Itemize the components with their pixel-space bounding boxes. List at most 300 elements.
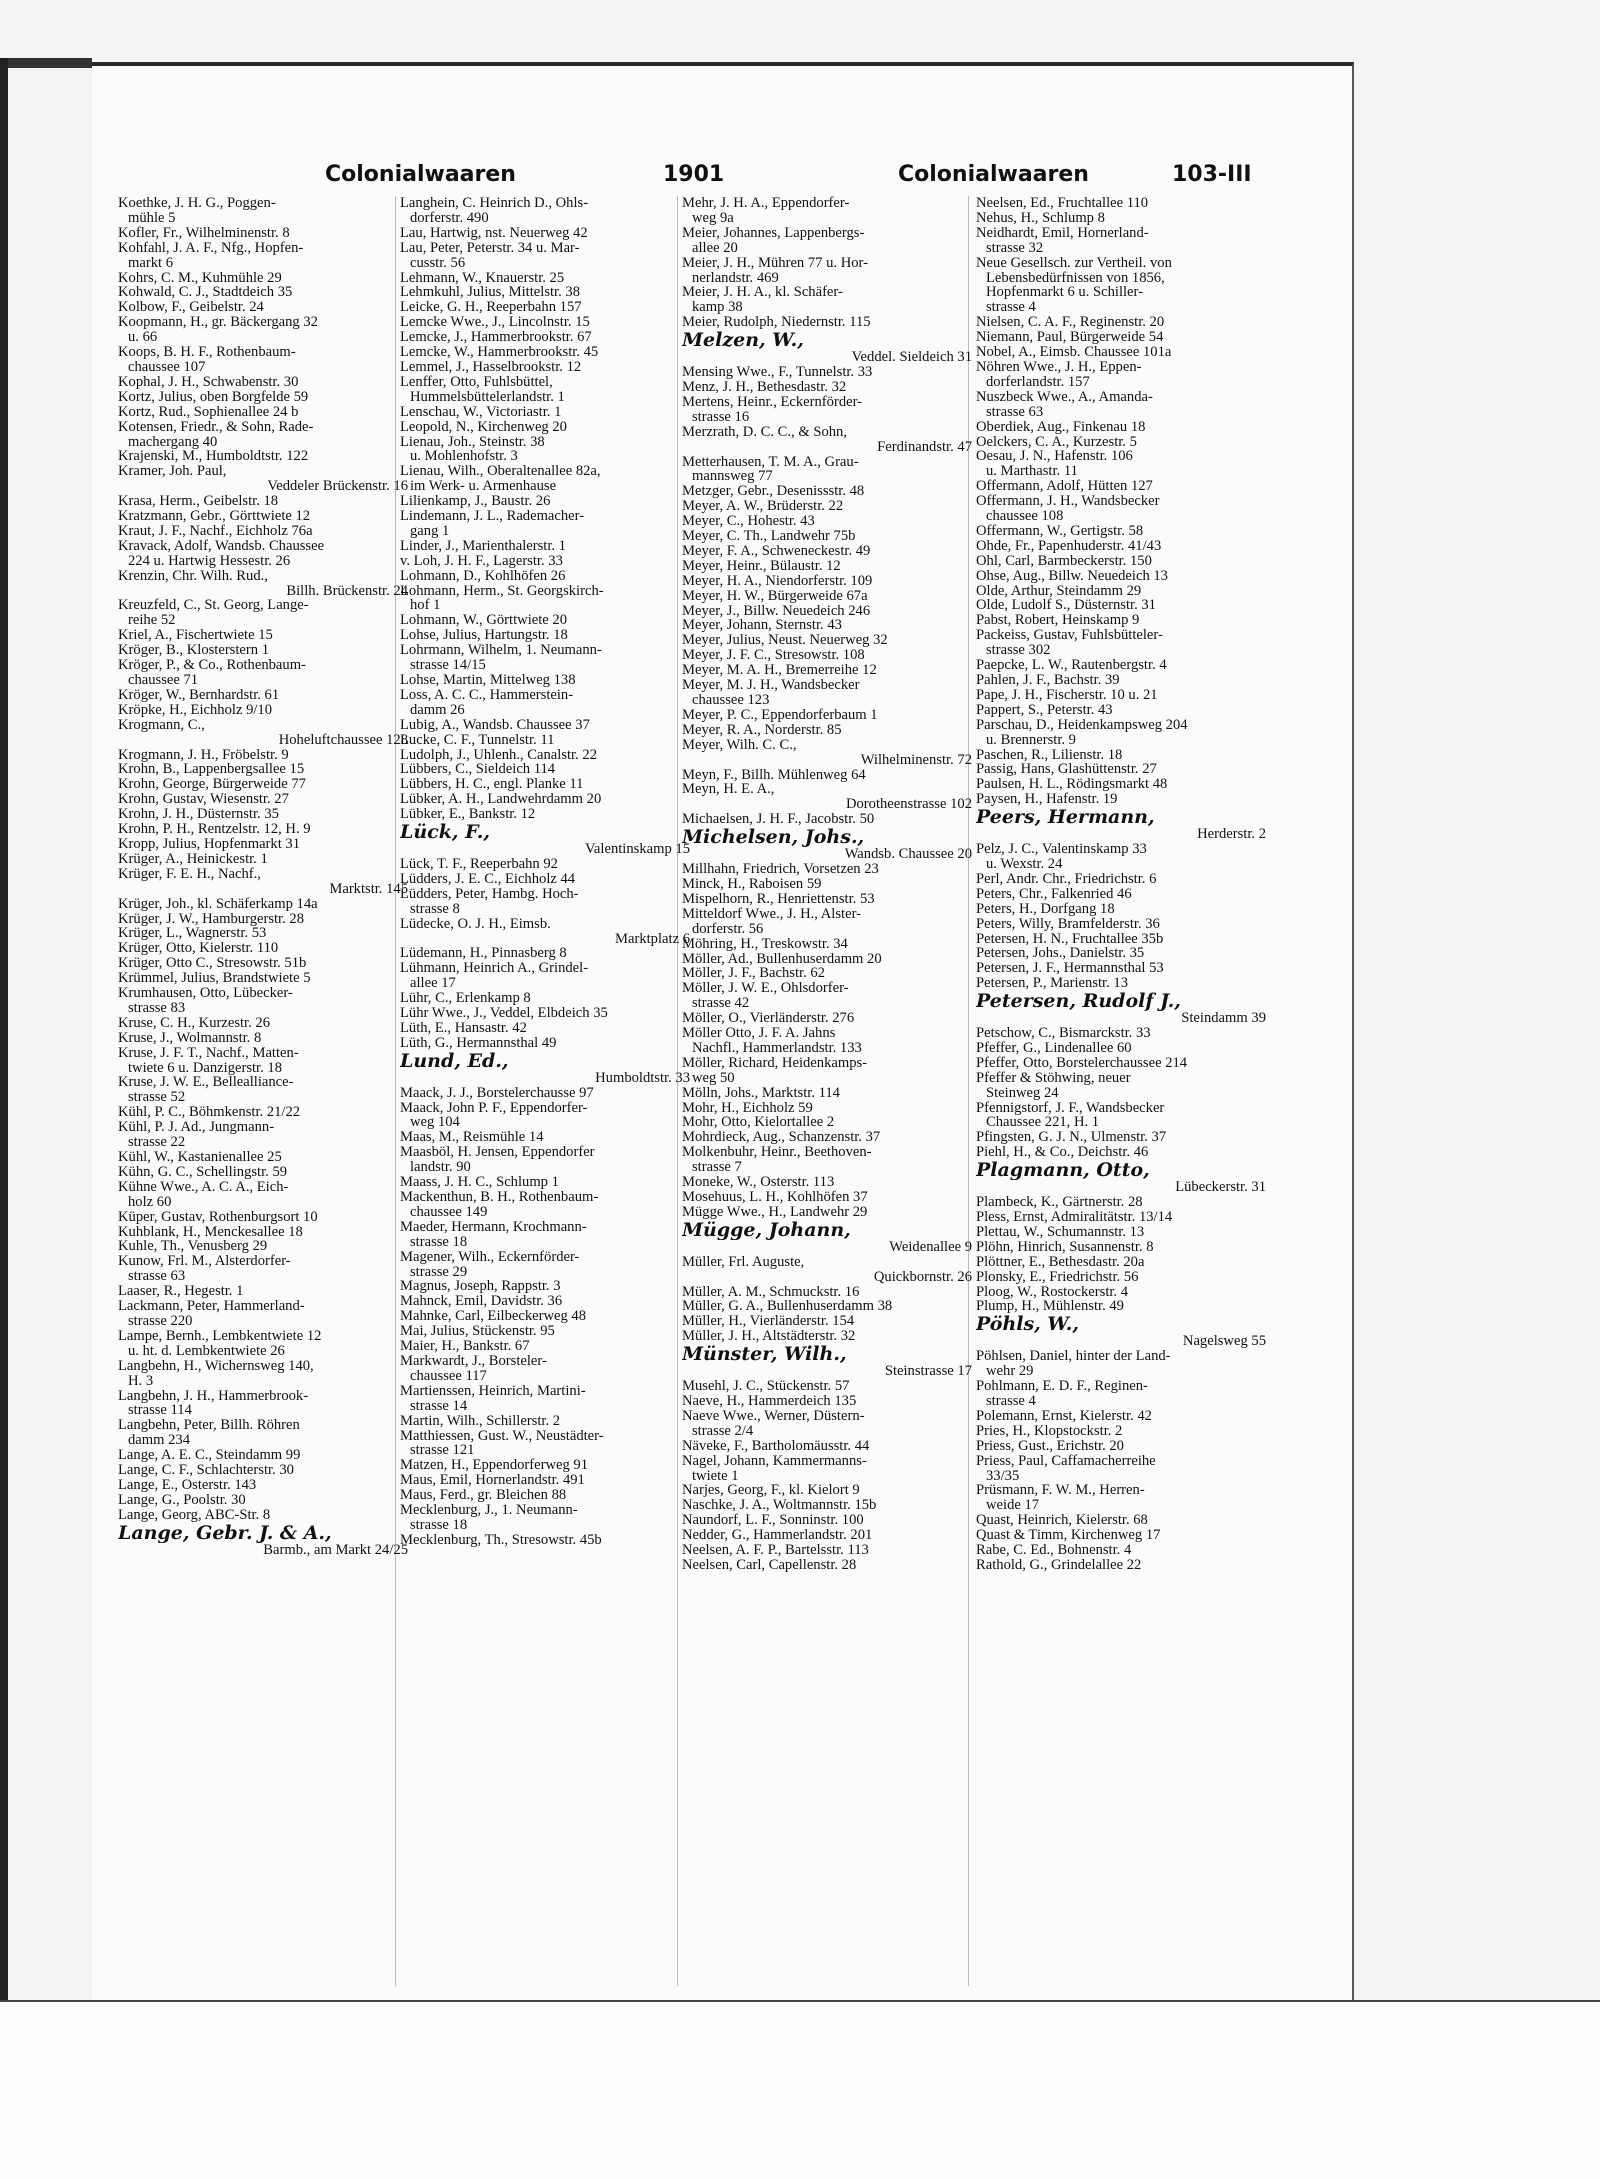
directory-entry (976, 211, 1266, 226)
entry-name-line: Mölln, Johs., Marktstr. 114 (682, 1085, 840, 1101)
entry-name-line: Nagel, Johann, Kammermanns- (682, 1453, 867, 1469)
entry-name-line: Musehl, J. C., Stückenstr. 57 (682, 1379, 850, 1394)
directory-entry (118, 1254, 408, 1284)
directory-entry (118, 1165, 408, 1180)
entry-address-line: dorferstr. 490 (410, 210, 489, 226)
directory-entry (118, 986, 408, 1016)
entry-name-line: Paulsen, H. L., Rödingsmarkt 48 (976, 777, 1168, 793)
directory-entry (400, 226, 690, 241)
directory-entry (400, 241, 690, 271)
entry-address-line: mannsweg 77 (692, 469, 773, 485)
entry-name-line: Lüth, G., Hermannsthal 49 (400, 1035, 557, 1051)
directory-entry (976, 1528, 1266, 1543)
entry-name-line: Magener, Wilh., Eckernförder- (400, 1249, 580, 1265)
directory-entry (976, 1130, 1266, 1145)
directory-entry (118, 658, 408, 688)
entry-name-line: Petersen, J. F., Hermannsthal 53 (976, 961, 1164, 977)
entry-name-line: Lohse, Martin, Mittelweg 138 (400, 673, 576, 688)
entry-name-line: Krogmann, C., (118, 717, 205, 733)
directory-entry (682, 1528, 972, 1543)
entry-name-line: Oelckers, C. A., Kurzestr. 5 (976, 434, 1137, 450)
scan-bottom-margin (0, 2000, 1600, 2179)
entry-name-line: Meier, Rudolph, Niedernstr. 115 (682, 315, 871, 331)
entry-address-line: Marktplatz 6 (615, 931, 690, 947)
directory-entry (118, 777, 408, 792)
directory-entry (400, 748, 690, 763)
entry-address-line: twiete 1 (692, 1468, 739, 1484)
directory-entry (682, 952, 972, 967)
entry-name-line: Mügge Wwe., H., Landwehr 29 (682, 1204, 868, 1220)
directory-entry (118, 867, 408, 897)
directory-entry (118, 1508, 408, 1523)
directory-entry (976, 917, 1266, 932)
entry-name-line: Oesau, J. N., Hafenstr. 106 (976, 449, 1133, 465)
directory-entry (976, 1454, 1266, 1484)
entry-name-line: Maack, John P. F., Eppendorfer- (400, 1100, 588, 1116)
scan-edge-left (0, 58, 8, 2003)
entry-name-line: Möller, Richard, Heidenkamps- (682, 1055, 868, 1071)
entry-name-line: Lubig, A., Wandsb. Chaussee 37 (400, 717, 590, 733)
entry-address-line: Weidenallee 9 (889, 1239, 972, 1255)
directory-entry (682, 1543, 972, 1558)
entry-address-line: Lebensbedürfnissen von 1856, (986, 270, 1165, 286)
directory-entry (400, 718, 690, 733)
entry-address-line: markt 6 (128, 255, 173, 271)
directory-entry (682, 1175, 972, 1190)
entry-name-line: Krumhausen, Otto, Lübecker- (118, 986, 293, 1001)
directory-entry (976, 1379, 1266, 1409)
entry-name-line: Maier, H., Bankstr. 67 (400, 1339, 530, 1354)
entry-name-line: Pfingsten, G. J. N., Ulmenstr. 37 (976, 1130, 1167, 1146)
entry-address-line: strasse 220 (128, 1313, 193, 1329)
entry-name-line: Kruse, J. F. T., Nachf., Matten- (118, 1045, 299, 1061)
directory-entry (976, 1424, 1266, 1439)
entry-address-line: strasse 14 (410, 1398, 468, 1414)
directory-entry (682, 1115, 972, 1130)
directory-entry (118, 1418, 408, 1448)
directory-entry (400, 1324, 690, 1339)
entry-name-line: Perl, Andr. Chr., Friedrichstr. 6 (976, 871, 1157, 887)
directory-entry (976, 902, 1266, 917)
directory-entry (400, 1086, 690, 1101)
directory-entry (118, 643, 408, 658)
directory-entry (400, 1036, 690, 1051)
directory-entry (400, 509, 690, 539)
entry-name-line: Müller, Frl. Auguste, (682, 1254, 805, 1270)
entry-name-line: Ludolph, J., Uhlenh., Canalstr. 22 (400, 747, 598, 763)
entry-address-line: hof 1 (410, 598, 441, 614)
entry-name-line: Kofler, Fr., Wilhelminenstr. 8 (118, 225, 290, 241)
directory-entry (976, 569, 1266, 584)
directory-entry-featured (682, 1220, 972, 1255)
directory-entry (976, 887, 1266, 902)
directory-entry (682, 1439, 972, 1454)
entry-name-line: Neelsen, Carl, Capellenstr. 28 (682, 1557, 857, 1573)
directory-entry (976, 1056, 1266, 1071)
entry-address-line: strasse 7 (692, 1160, 742, 1176)
entry-name-line: Plöttner, E., Bethesdastr. 20a (976, 1254, 1145, 1270)
entry-name-line: Neue Gesellsch. zur Vertheil. von (976, 255, 1172, 271)
directory-entry (682, 663, 972, 678)
entry-name-line: Mahnck, Emil, Davidstr. 36 (400, 1294, 563, 1310)
entry-address-line: Nachfl., Hammerlandstr. 133 (692, 1040, 862, 1056)
directory-entry (118, 628, 408, 643)
directory-entry (400, 271, 690, 286)
entry-name-line: Krüger, J. W., Hamburgerstr. 28 (118, 911, 305, 927)
directory-entry (400, 196, 690, 226)
entry-name-line: Piehl, H., & Co., Deichstr. 46 (976, 1145, 1149, 1161)
entry-name-line: Kreuzfeld, C., St. Georg, Lange- (118, 598, 309, 614)
directory-entry (400, 1414, 690, 1429)
directory-entry (118, 926, 408, 941)
entry-name-line: Lucke, C. F., Tunnelstr. 11 (400, 732, 555, 748)
directory-entry (118, 569, 408, 599)
directory-entry (976, 1210, 1266, 1225)
directory-entry (682, 1130, 972, 1145)
directory-entry (400, 1458, 690, 1473)
entry-name-line: Mecklenburg, J., 1. Neumann- (400, 1503, 578, 1518)
entry-name-line: Ohde, Fr., Papenhuderstr. 41/43 (976, 538, 1162, 554)
entry-name-line: Meyer, M. J. H., Wandsbecker (682, 678, 860, 693)
directory-entry (682, 256, 972, 286)
directory-entry (976, 330, 1266, 345)
entry-name-line: Kophal, J. H., Schwabenstr. 30 (118, 374, 299, 390)
directory-entry (682, 1454, 972, 1484)
entry-address-line: Veddel. Sieldeich 31 (851, 350, 972, 366)
directory-entry (118, 718, 408, 748)
directory-entry (976, 762, 1266, 777)
entry-name-line: Müller, G. A., Bullenhuserdamm 38 (682, 1299, 893, 1315)
entry-address-line: chaussee 108 (986, 509, 1064, 524)
entry-name-line: Passig, Hans, Glashüttenstr. 27 (976, 762, 1157, 778)
entry-name-line: Lübker, E., Bankstr. 12 (400, 807, 536, 823)
entry-address-line: chaussee 71 (128, 673, 199, 688)
directory-entry-featured (976, 1160, 1266, 1195)
entry-name-line: Naeve Wwe., Werner, Düstern- (682, 1408, 865, 1424)
entry-name-line: Kriel, A., Fischertwiete 15 (118, 628, 273, 644)
entry-name-line: Mai, Julius, Stückenstr. 95 (400, 1324, 555, 1340)
entry-name-line: Pahlen, J. F., Bachstr. 39 (976, 673, 1120, 688)
entry-name-line: Kohfahl, J. A. F., Nfg., Hopfen- (118, 240, 304, 256)
entry-address-line: strasse 83 (128, 1000, 186, 1016)
entry-name-line: Krüger, A., Heinickestr. 1 (118, 851, 268, 867)
directory-entry (118, 897, 408, 912)
directory-entry (976, 842, 1266, 872)
entry-name-line: Krüger, L., Wagnerstr. 53 (118, 926, 267, 942)
directory-entry (682, 455, 972, 485)
directory-entry (400, 435, 690, 465)
entry-name-line: Neelsen, A. F. P., Bartelsstr. 113 (682, 1543, 869, 1558)
entry-name-line: Peters, Chr., Falkenried 46 (976, 886, 1132, 902)
entry-name-line: Meyer, H. W., Bürgerweide 67a (682, 588, 868, 604)
directory-entry (682, 877, 972, 892)
entry-name-line: Oberdiek, Aug., Finkenau 18 (976, 419, 1146, 435)
entry-name-line: Mecklenburg, Th., Stresowstr. 45b (400, 1532, 602, 1548)
entry-name-line: Lühr, C., Erlenkamp 8 (400, 991, 531, 1007)
directory-entry (118, 852, 408, 867)
entry-name-line: Plonsky, E., Friedrichstr. 56 (976, 1269, 1139, 1285)
directory-entry (976, 256, 1266, 316)
entry-address-line: Wilhelminenstr. 72 (860, 752, 972, 768)
entry-name-line: Meyer, J. F. C., Stresowstr. 108 (682, 648, 865, 664)
directory-entry (118, 494, 408, 509)
directory-entry (976, 524, 1266, 539)
directory-entry (118, 822, 408, 837)
entry-name-line: Kraut, J. F., Nachf., Eichholz 76a (118, 523, 313, 539)
directory-entry (400, 1021, 690, 1036)
directory-entry (682, 1026, 972, 1056)
directory-entry (400, 1533, 690, 1548)
entry-name-line: Menz, J. H., Bethesdastr. 32 (682, 379, 847, 395)
directory-entry-featured (400, 1051, 690, 1086)
directory-entry (976, 420, 1266, 435)
entry-name-line: Lühr Wwe., J., Veddel, Elbdeich 35 (400, 1006, 608, 1021)
directory-entry (400, 1339, 690, 1354)
directory-entry (118, 315, 408, 345)
directory-entry (118, 1463, 408, 1478)
directory-entry (682, 966, 972, 981)
entry-name-line: Offermann, Adolf, Hütten 127 (976, 479, 1153, 495)
directory-entry (976, 872, 1266, 887)
directory-entry (976, 345, 1266, 360)
entry-name-line: Müller, J. H., Altstädterstr. 32 (682, 1329, 856, 1345)
entry-address-line: strasse 32 (986, 240, 1044, 256)
entry-address-line: strasse 4 (986, 300, 1036, 316)
entry-name-line: Lüdecke, O. J. H., Eimsb. (400, 916, 551, 932)
entry-name-line: Maass, J. H. C., Schlump 1 (400, 1175, 559, 1190)
entry-name-line: Petersen, P., Marienstr. 13 (976, 976, 1129, 992)
entry-name-line: Metterhausen, T. M. A., Grau- (682, 454, 859, 470)
entry-address-line: u. Marthastr. 11 (986, 464, 1078, 480)
entry-name-line: Langbehn, Peter, Billh. Röhren (118, 1418, 300, 1434)
entry-name-line: Meyer, H. A., Niendorferstr. 109 (682, 573, 873, 589)
directory-entry (682, 1190, 972, 1205)
entry-name-line: Paepcke, L. W., Rautenbergstr. 4 (976, 658, 1167, 673)
directory-entry (118, 539, 408, 569)
entry-name-line: Mohrdieck, Aug., Schanzenstr. 37 (682, 1130, 881, 1146)
directory-entry (976, 1101, 1266, 1131)
entry-name-line: Metzger, Gebr., Desenissstr. 48 (682, 484, 865, 500)
directory-entry-featured (976, 807, 1266, 842)
entry-name-line: Plagmann, Otto, (976, 1160, 1150, 1181)
entry-name-line: Pfeffer & Stöhwing, neuer (976, 1070, 1131, 1086)
entry-name-line: Lange, G., Poolstr. 30 (118, 1492, 246, 1508)
entry-address-line: Lübeckerstr. 31 (1175, 1180, 1266, 1196)
directory-entry (976, 598, 1266, 613)
directory-column-1 (118, 196, 408, 1986)
entry-address-line: Steinweg 24 (986, 1085, 1059, 1101)
directory-entry (976, 658, 1266, 673)
entry-name-line: Pfeffer, G., Lindenallee 60 (976, 1040, 1132, 1056)
entry-name-line: Lübker, A. H., Landwehrdamm 20 (400, 792, 602, 808)
directory-entry (682, 678, 972, 708)
directory-entry (400, 688, 690, 718)
directory-entry (976, 1285, 1266, 1300)
directory-entry (682, 1056, 972, 1086)
directory-entry (682, 1011, 972, 1026)
entry-address-line: Hummelsbüttelerlandstr. 1 (410, 389, 565, 405)
entry-name-line: Meyn, H. E. A., (682, 782, 775, 798)
directory-column-3 (682, 196, 972, 1986)
entry-name-line: Maack, J. J., Borstelerchausse 97 (400, 1085, 594, 1101)
directory-entry (400, 1384, 690, 1414)
entry-name-line: Lange, C. F., Schlachterstr. 30 (118, 1463, 294, 1478)
entry-name-line: Linder, J., Marienthalerstr. 1 (400, 538, 566, 554)
directory-entry (682, 1145, 972, 1175)
entry-name-line: Meyer, Heinr., Bülaustr. 12 (682, 558, 841, 574)
directory-entry (976, 226, 1266, 256)
directory-entry (118, 748, 408, 763)
entry-name-line: Maus, Emil, Hornerlandstr. 491 (400, 1473, 585, 1489)
entry-name-line: Kohwald, C. J., Stadtdeich 35 (118, 285, 293, 301)
entry-name-line: Peers, Hermann, (976, 807, 1155, 828)
directory-entry (118, 1329, 408, 1359)
directory-entry (976, 1240, 1266, 1255)
directory-entry (118, 420, 408, 450)
entry-name-line: Lüth, E., Hansastr. 42 (400, 1020, 527, 1036)
entry-name-line: Kühl, P. C., Böhmkenstr. 21/22 (118, 1105, 301, 1121)
directory-entry (976, 1558, 1266, 1573)
entry-address-line: Ferdinandstr. 47 (877, 439, 972, 455)
entry-address-line: strasse 63 (128, 1269, 186, 1285)
entry-name-line: Neidhardt, Emil, Hornerland- (976, 225, 1149, 241)
directory-entry (682, 574, 972, 589)
directory-entry (400, 569, 690, 584)
directory-entry (118, 1075, 408, 1105)
entry-address-line: dorferstr. 56 (692, 921, 764, 937)
entry-name-line: Nielsen, C. A. F., Reginenstr. 20 (976, 315, 1165, 331)
entry-address-line: u. Wexstr. 24 (986, 856, 1063, 872)
entry-name-line: Magnus, Joseph, Rappstr. 3 (400, 1279, 561, 1295)
entry-name-line: Parschau, D., Heidenkampsweg 204 (976, 717, 1188, 733)
directory-entry (118, 464, 408, 494)
entry-name-line: Krüger, Otto C., Stresowstr. 51b (118, 956, 307, 972)
directory-entry (976, 673, 1266, 688)
directory-entry (976, 628, 1266, 658)
directory-entry (118, 524, 408, 539)
entry-name-line: Kratzmann, Gebr., Görttwiete 12 (118, 509, 311, 524)
directory-entry (400, 733, 690, 748)
directory-entry-featured (682, 1344, 972, 1379)
directory-entry (976, 792, 1266, 807)
entry-address-line: Hopfenmarkt 6 u. Schiller- (986, 285, 1143, 301)
directory-entry (400, 1488, 690, 1503)
directory-entry (976, 584, 1266, 599)
entry-name-line: Lackmann, Peter, Hammerland- (118, 1299, 305, 1314)
directory-entry (976, 539, 1266, 554)
entry-name-line: Nedder, G., Hammerlandstr. 201 (682, 1528, 873, 1544)
entry-name-line: Krasa, Herm., Geibelstr. 18 (118, 494, 279, 510)
entry-name-line: Meyn, F., Billh. Mühlenweg 64 (682, 767, 866, 783)
directory-entry (400, 1279, 690, 1294)
directory-entry (682, 812, 972, 827)
entry-name-line: Plettau, W., Schumannstr. 13 (976, 1224, 1145, 1240)
directory-entry (976, 449, 1266, 479)
directory-entry (682, 1513, 972, 1528)
directory-entry (400, 1294, 690, 1309)
directory-entry (400, 494, 690, 509)
entry-name-line: Kruse, J. W. E., Bellealliance- (118, 1075, 294, 1091)
directory-entry (682, 1101, 972, 1116)
entry-name-line: Kotensen, Friedr., & Sohn, Rade- (118, 419, 314, 435)
entry-name-line: Lemcke, J., Hammerbrookstr. 67 (400, 330, 592, 346)
entry-address-line: nerlandstr. 469 (692, 270, 779, 286)
entry-name-line: Plump, H., Mühlenstr. 49 (976, 1299, 1124, 1315)
entry-address-line: strasse 18 (410, 1234, 468, 1250)
directory-entry (400, 991, 690, 1006)
entry-address-line: strasse 302 (986, 643, 1051, 659)
directory-entry (682, 723, 972, 738)
entry-name-line: Mispelhorn, R., Henriettenstr. 53 (682, 891, 875, 907)
entry-address-line: u. ht. d. Lembkentwiete 26 (128, 1343, 285, 1359)
entry-address-line: allee 17 (410, 976, 456, 992)
entry-name-line: Pöhls, W., (976, 1314, 1080, 1335)
entry-name-line: Kühne Wwe., A. C. A., Eich- (118, 1179, 289, 1195)
entry-address-line: allee 20 (692, 240, 738, 256)
entry-address-line: Veddeler Brückenstr. 16 (267, 479, 408, 495)
entry-address-line: weg 104 (410, 1115, 460, 1131)
entry-name-line: Peters, Willy, Bramfelderstr. 36 (976, 916, 1160, 932)
entry-name-line: Müller, A. M., Schmuckstr. 16 (682, 1284, 860, 1300)
entry-address-line: holz 60 (128, 1194, 172, 1210)
directory-entry (976, 777, 1266, 792)
directory-entry (400, 917, 690, 947)
entry-name-line: Loss, A. C. C., Hammerstein- (400, 687, 574, 703)
directory-entry (400, 539, 690, 554)
directory-entry (400, 887, 690, 917)
entry-name-line: Maas, M., Reismühle 14 (400, 1130, 544, 1146)
entry-address-line: chaussee 149 (410, 1204, 488, 1220)
directory-entry (976, 435, 1266, 450)
entry-name-line: Pappert, S., Peterstr. 43 (976, 702, 1113, 718)
entry-name-line: Nuszbeck Wwe., A., Amanda- (976, 389, 1153, 405)
entry-name-line: Lange, E., Osterstr. 143 (118, 1477, 257, 1493)
directory-entry (400, 345, 690, 360)
entry-name-line: Kortz, Julius, oben Borgfelde 59 (118, 389, 309, 405)
entry-name-line: Minck, H., Raboisen 59 (682, 876, 822, 892)
entry-name-line: Möller, J. F., Bachstr. 62 (682, 966, 825, 982)
entry-name-line: Melzen, W., (682, 330, 804, 351)
directory-entry-featured (682, 827, 972, 862)
entry-name-line: Lübbers, H. C., engl. Planke 11 (400, 777, 584, 793)
directory-entry (118, 271, 408, 286)
entry-name-line: Maeder, Hermann, Krochmann- (400, 1219, 587, 1235)
entry-name-line: Leicke, G. H., Reeperbahn 157 (400, 300, 582, 316)
entry-name-line: Krohn, P. H., Rentzelstr. 12, H. 9 (118, 822, 311, 837)
directory-entry (976, 748, 1266, 763)
entry-name-line: Naschke, J. A., Woltmannstr. 15b (682, 1498, 877, 1514)
directory-entry (118, 196, 408, 226)
directory-entry (118, 912, 408, 927)
entry-name-line: Priess, Paul, Caffamacherreihe (976, 1453, 1156, 1469)
directory-entry (400, 1220, 690, 1250)
entry-name-line: Lienau, Wilh., Oberaltenallee 82a, (400, 464, 601, 480)
directory-entry (400, 643, 690, 673)
directory-entry (682, 1394, 972, 1409)
directory-entry (682, 1483, 972, 1498)
directory-entry (682, 604, 972, 619)
entry-name-line: Kravack, Adolf, Wandsb. Chaussee (118, 538, 325, 554)
entry-name-line: Lehmkuhl, Julius, Mittelstr. 38 (400, 285, 580, 301)
entry-name-line: Prüsmann, F. W. M., Herren- (976, 1483, 1145, 1499)
directory-entry (118, 1299, 408, 1329)
directory-entry (118, 345, 408, 375)
directory-entry (682, 782, 972, 812)
entry-name-line: Maasböl, H. Jensen, Eppendorfer (400, 1145, 595, 1161)
entry-name-line: Möller, J. W. E., Ohlsdorfer- (682, 981, 849, 997)
directory-entry (400, 1473, 690, 1488)
entry-name-line: Nobel, A., Eimsb. Chaussee 101a (976, 345, 1172, 360)
